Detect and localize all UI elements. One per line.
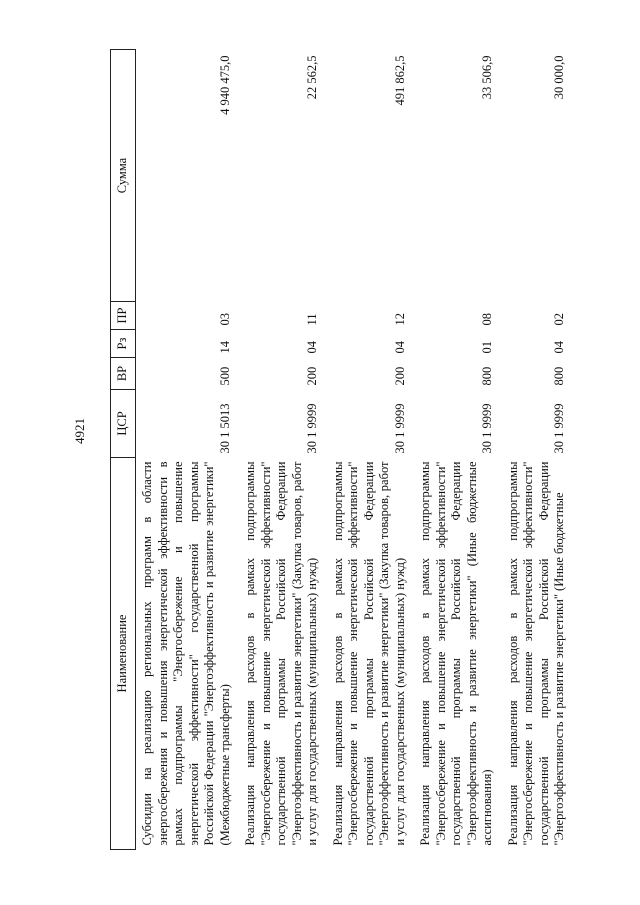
row-csr: 30 1 9999	[552, 403, 566, 454]
page-number: 4921	[72, 418, 87, 444]
row-sum: 491 862,5	[392, 55, 407, 106]
row-rz: 14	[217, 341, 232, 354]
rotated-table-container	[110, 50, 574, 850]
row-vr: 800	[552, 366, 566, 386]
row-name: Реализация направления расходов в рамках подпрограммы "Энергосбережение и повышение энергетической эффективности" государственной программы Российской Федерации "Энергоэффективность и развитие энергетики" (Иные бюджетные	[505, 461, 566, 846]
row-pr: 02	[552, 313, 566, 326]
row-sum: 4 940 475,0	[217, 55, 232, 115]
table-header-row	[111, 50, 136, 850]
header-sum: Сумма	[111, 50, 136, 302]
row-name: Реализация направления расходов в рамках подпрограммы "Энергосбережение и повышение энергетической эффективности" государственной программы Российской Федерации "Энергоэффективность и развитие энергетики" (Иные бюджетные ассигнования)	[418, 461, 494, 846]
budget-table	[110, 49, 574, 850]
row-name: Субсидии на реализацию региональных программ в области энергосбережения и повышения энергетической эффективности в рамках подпрограммы "Энергосбережение и повышение энергетической эффективности" государственной программы Российской Федерации "Энергоэффективность и развитие энергетики" (Межбюджетные трансферты)	[140, 461, 232, 846]
row-csr: 30 1 5013	[217, 403, 232, 454]
table-row	[239, 50, 327, 850]
row-vr: 200	[392, 366, 407, 386]
table-row	[502, 50, 574, 850]
row-vr: 800	[480, 366, 494, 386]
row-rz: 04	[392, 341, 407, 354]
row-rz: 04	[552, 341, 566, 354]
row-pr: 08	[480, 313, 494, 326]
row-csr: 30 1 9999	[305, 403, 319, 454]
row-pr: 03	[217, 313, 232, 326]
row-vr: 500	[217, 366, 232, 386]
table-row	[136, 50, 240, 850]
row-name: Реализация направления расходов в рамках подпрограммы "Энергосбережение и повышение энергетической эффективности" государственной программы Российской Федерации "Энергоэффективность и развитие энергетики" (Закупка товаров, работ и услуг для государственных (муниципальных) нужд)	[330, 461, 407, 846]
row-csr: 30 1 9999	[480, 403, 494, 454]
header-rz: Рз	[111, 330, 136, 358]
header-vr: ВР	[111, 358, 136, 390]
row-sum: 30 000,0	[552, 55, 566, 100]
header-csr: ЦСР	[111, 390, 136, 458]
row-vr: 200	[305, 366, 319, 386]
row-rz: 04	[305, 341, 319, 354]
row-pr: 12	[392, 313, 407, 326]
row-csr: 30 1 9999	[392, 403, 407, 454]
row-sum: 22 562,5	[305, 55, 319, 100]
row-name: Реализация направления расходов в рамках подпрограммы "Энергосбережение и повышение энергетической эффективности" государственной программы Российской Федерации "Энергоэффективность и развитие энергетики" (Закупка товаров, работ и услуг для государственных (муниципальных) нужд)	[243, 461, 319, 846]
row-rz: 01	[480, 341, 494, 354]
table-row	[414, 50, 502, 850]
header-pr: ПР	[111, 302, 136, 330]
table-row	[327, 50, 415, 850]
header-name: Наименование	[111, 458, 136, 850]
row-pr: 11	[305, 313, 319, 326]
row-sum: 33 506,9	[480, 55, 494, 100]
